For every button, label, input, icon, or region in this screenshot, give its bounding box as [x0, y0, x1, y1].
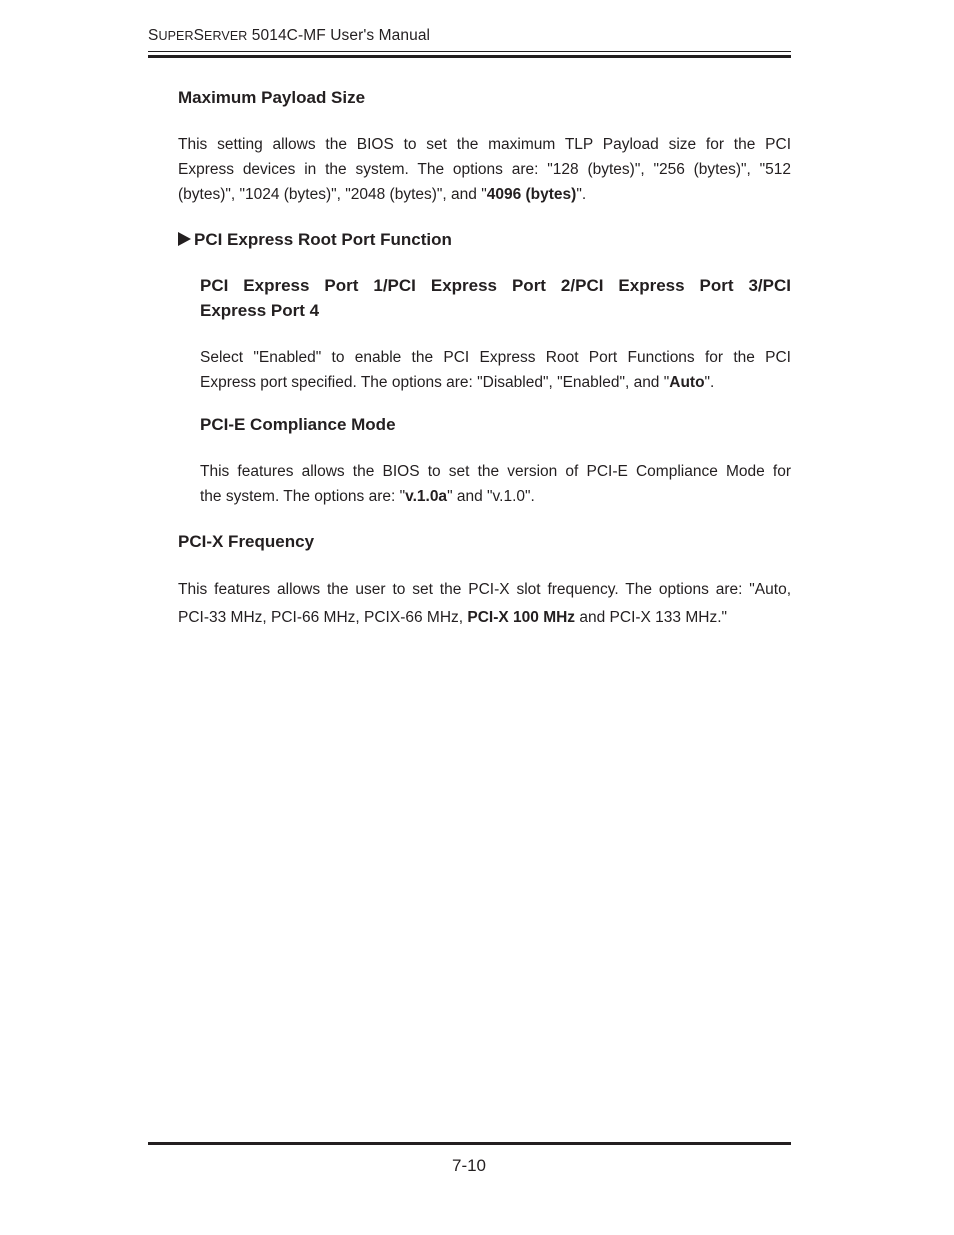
paragraph-line: This setting allows the BIOS to set the maximum TLP Payload size for the PCI	[178, 136, 791, 153]
paragraph-line: Express port specified. The options are: "Disabled", "Enabled", and "Auto".	[200, 374, 715, 391]
page-number: 7-10	[451, 1156, 487, 1175]
default-option: 4096 (bytes)	[486, 186, 577, 203]
running-header	[148, 27, 430, 45]
paragraph-line: This features allows the user to set the PCI-X slot frequency. The options are: "Auto,	[178, 581, 791, 598]
paragraph-pcix	[178, 576, 791, 632]
paragraph-line: (bytes)", "1024 (bytes)", "2048 (bytes)", and "4096 (bytes)".	[178, 186, 587, 203]
submenu-heading-root-port: PCI Express Root Port Function	[178, 230, 452, 250]
section-heading-max-payload: Maximum Payload Size	[178, 88, 366, 107]
header-rule-thin	[148, 51, 791, 52]
section-heading-compliance: PCI-E Compliance Mode	[200, 415, 396, 434]
footer-rule	[148, 1142, 791, 1145]
paragraph-line: PCI-33 MHz, PCI-66 MHz, PCIX-66 MHz, PCI-X 100 MHz and PCI-X 133 MHz."	[178, 609, 728, 626]
paragraph-max-payload	[178, 132, 791, 207]
paragraph-port-list	[200, 345, 791, 395]
paragraph-line: Select "Enabled" to enable the PCI Express Root Port Functions for the PCI	[200, 349, 791, 366]
default-option: Auto	[669, 374, 705, 391]
header-text-part: UPER	[158, 29, 194, 43]
section-heading-pcix: PCI-X Frequency	[178, 532, 315, 551]
default-option: PCI-X 100 MHz	[467, 609, 576, 626]
header-text-part: S	[193, 27, 205, 44]
submenu-arrow-icon	[178, 232, 191, 246]
header-rule-thick	[148, 55, 791, 58]
header-text-part: ERVER	[204, 29, 248, 43]
paragraph-compliance	[200, 459, 791, 509]
header-text-part: 5014C-MF User's Manual	[247, 27, 431, 44]
default-option: v.1.0a	[405, 488, 448, 505]
header-text-part: S	[148, 27, 159, 44]
paragraph-line: Express devices in the system. The options are: "128 (bytes)", "256 (bytes)", "512	[178, 161, 791, 178]
section-heading-port-list: PCI Express Port 1/PCI Express Port 2/PCI Express Port 3/PCI Express Port 4	[200, 276, 791, 320]
paragraph-line: the system. The options are: "v.1.0a" and "v.1.0".	[200, 488, 535, 505]
paragraph-line: This features allows the BIOS to set the version of PCI-E Compliance Mode for	[200, 463, 791, 480]
